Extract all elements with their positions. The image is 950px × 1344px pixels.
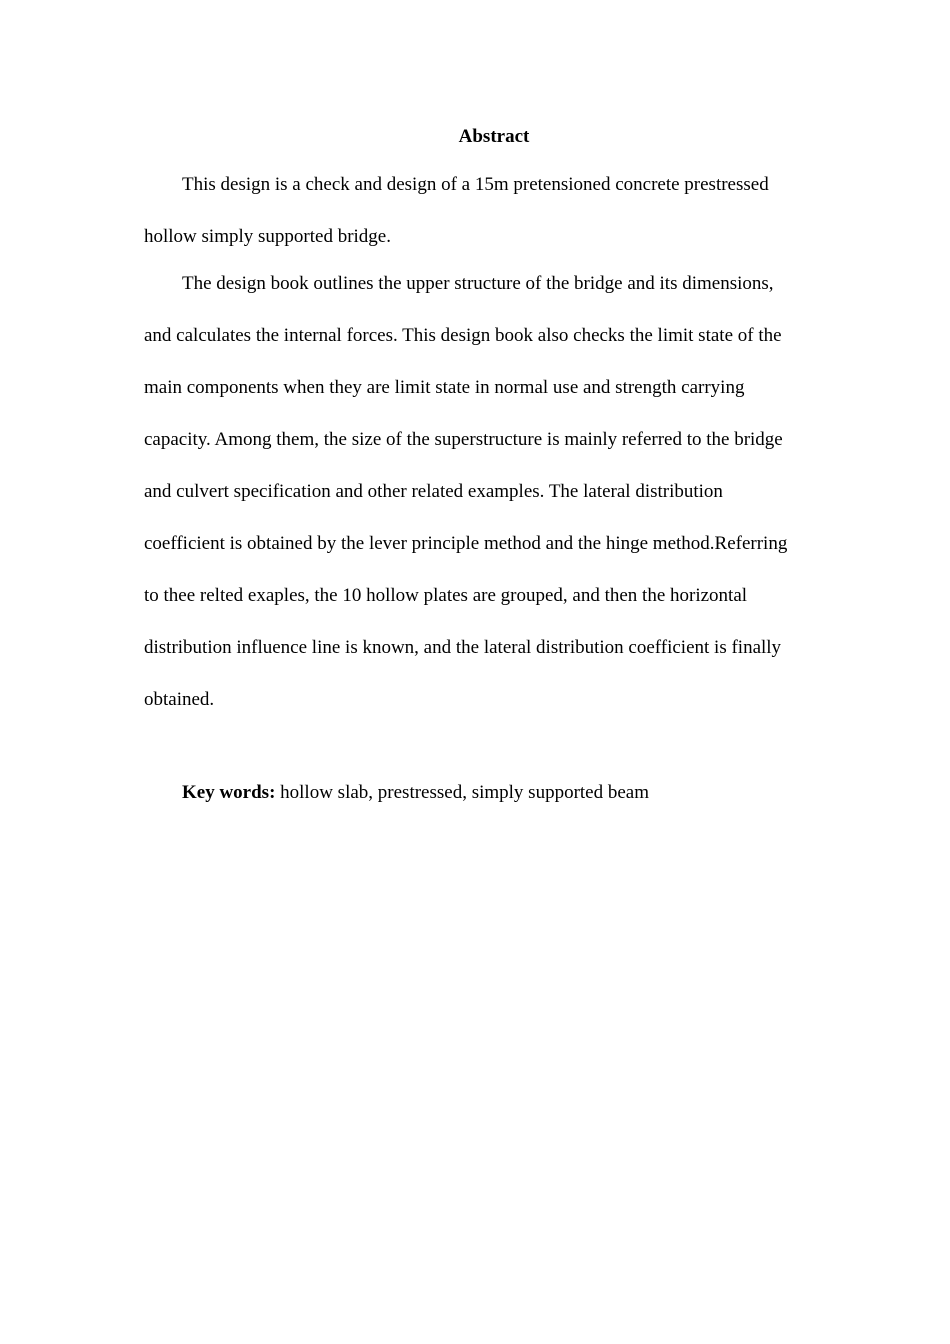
paragraph-2-line-6: coefficient is obtained by the lever principle method and the hinge method.Referring [144,533,788,554]
paragraph-2-line-7: to thee relted exaples, the 10 hollow plates are grouped, and then the horizontal [144,585,748,606]
keywords-text: hollow slab, prestressed, simply supported beam [275,782,650,803]
abstract-paragraph-1 [144,159,804,263]
paragraph-2-line-8: distribution influence line is known, and the lateral distribution coefficient is finally [144,637,782,658]
paragraph-2-line-5: and culvert specification and other related examples. The lateral distribution [144,481,723,502]
paragraph-2-line-3: main components when they are limit state in normal use and strength carrying [144,377,745,398]
paragraph-1-line-1: This design is a check and design of a 15m pretensioned concrete prestressed [182,174,769,195]
abstract-title: Abstract [458,126,530,147]
paragraph-2-line-2: and calculates the internal forces. This design book also checks the limit state of the [144,325,782,346]
keywords-line [182,780,649,806]
keywords-label: Key words: [182,782,276,803]
paragraph-2-line-9: obtained. [144,689,215,710]
paragraph-2-line-4: capacity. Among them, the size of the superstructure is mainly referred to the bridge [144,429,783,450]
abstract-paragraph-2 [144,258,804,726]
paragraph-1-line-2: hollow simply supported bridge. [144,226,391,247]
paragraph-2-line-1: The design book outlines the upper structure of the bridge and its dimensions, [182,273,774,294]
